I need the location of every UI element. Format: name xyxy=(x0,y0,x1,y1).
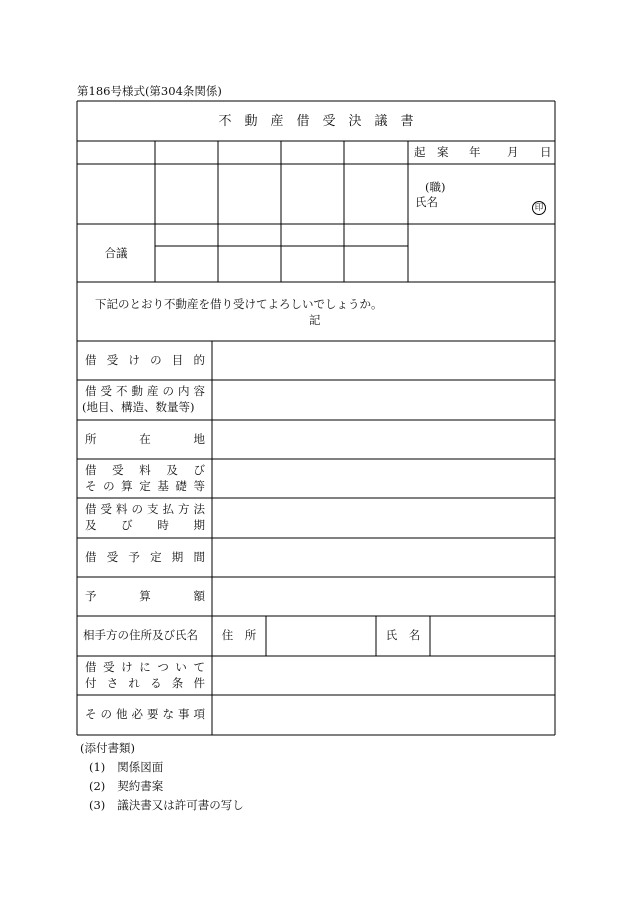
kian-year: 年 xyxy=(469,145,481,159)
address-label: 住 所 xyxy=(221,628,257,642)
attachment-number: (2) xyxy=(89,779,106,793)
attachment-text: 契約書案 xyxy=(117,779,164,793)
form-number: 第186号様式(第304条関係) xyxy=(77,84,222,98)
row-label-fee-basis: そ の 算 定 基 礎 等 xyxy=(85,479,205,493)
row-label-payment-timing: 及 び 時 期 xyxy=(85,518,205,532)
row-label-conditions-2: 付 さ れ る 条 件 xyxy=(85,676,205,690)
row-label-conditions: 借 受 け に つ い て xyxy=(85,660,205,674)
row-label-counterparty: 相手方の住所及び氏名 xyxy=(83,628,198,642)
ki-label: 記 xyxy=(309,313,321,327)
row-label-location: 所 在 地 xyxy=(85,432,205,446)
kian-day: 日 xyxy=(540,145,552,159)
kian-date xyxy=(414,145,552,160)
attachment-item xyxy=(89,798,244,813)
gougi-label: 合議 xyxy=(104,246,128,260)
kian-label: 起 案 xyxy=(414,145,449,159)
row-label-budget: 予 算 額 xyxy=(85,589,205,603)
row-label-fee: 借 受 料 及 び xyxy=(85,463,205,477)
attachment-number: (1) xyxy=(89,760,106,774)
seal-icon: 印 xyxy=(532,201,546,215)
attachment-text: 議決書又は許可書の写し xyxy=(117,798,244,812)
form-title: 不 動 産 借 受 決 議 書 xyxy=(218,114,414,129)
attachment-item xyxy=(89,760,163,775)
name-value[interactable] xyxy=(431,618,554,654)
signer-name-label: 氏名 xyxy=(415,195,438,209)
row-label-payment: 借 受 料 の 支 払 方 法 xyxy=(85,502,205,516)
address-value[interactable] xyxy=(267,618,375,654)
row-label-purpose: 借 受 け の 目 的 xyxy=(85,353,205,367)
seal-mark xyxy=(532,195,546,215)
name-label: 氏 名 xyxy=(385,628,421,642)
row-label-other: そ の 他 必 要 な 事 項 xyxy=(85,707,205,721)
attachment-item xyxy=(89,779,163,794)
attachment-number: (3) xyxy=(89,798,106,812)
row-label-period: 借 受 予 定 期 間 xyxy=(85,550,205,564)
row-label-property-note: (地目、構造、数量等) xyxy=(82,400,195,414)
attachments-header: (添付書類) xyxy=(80,741,135,755)
attachment-text: 関係図面 xyxy=(117,760,164,774)
signer-position: (職) xyxy=(425,180,446,194)
kian-month: 月 xyxy=(507,145,519,159)
request-text: 下記のとおり不動産を借り受けてよろしいでしょうか。 xyxy=(95,297,383,311)
row-label-property: 借 受 不 動 産 の 内 容 xyxy=(85,384,205,398)
